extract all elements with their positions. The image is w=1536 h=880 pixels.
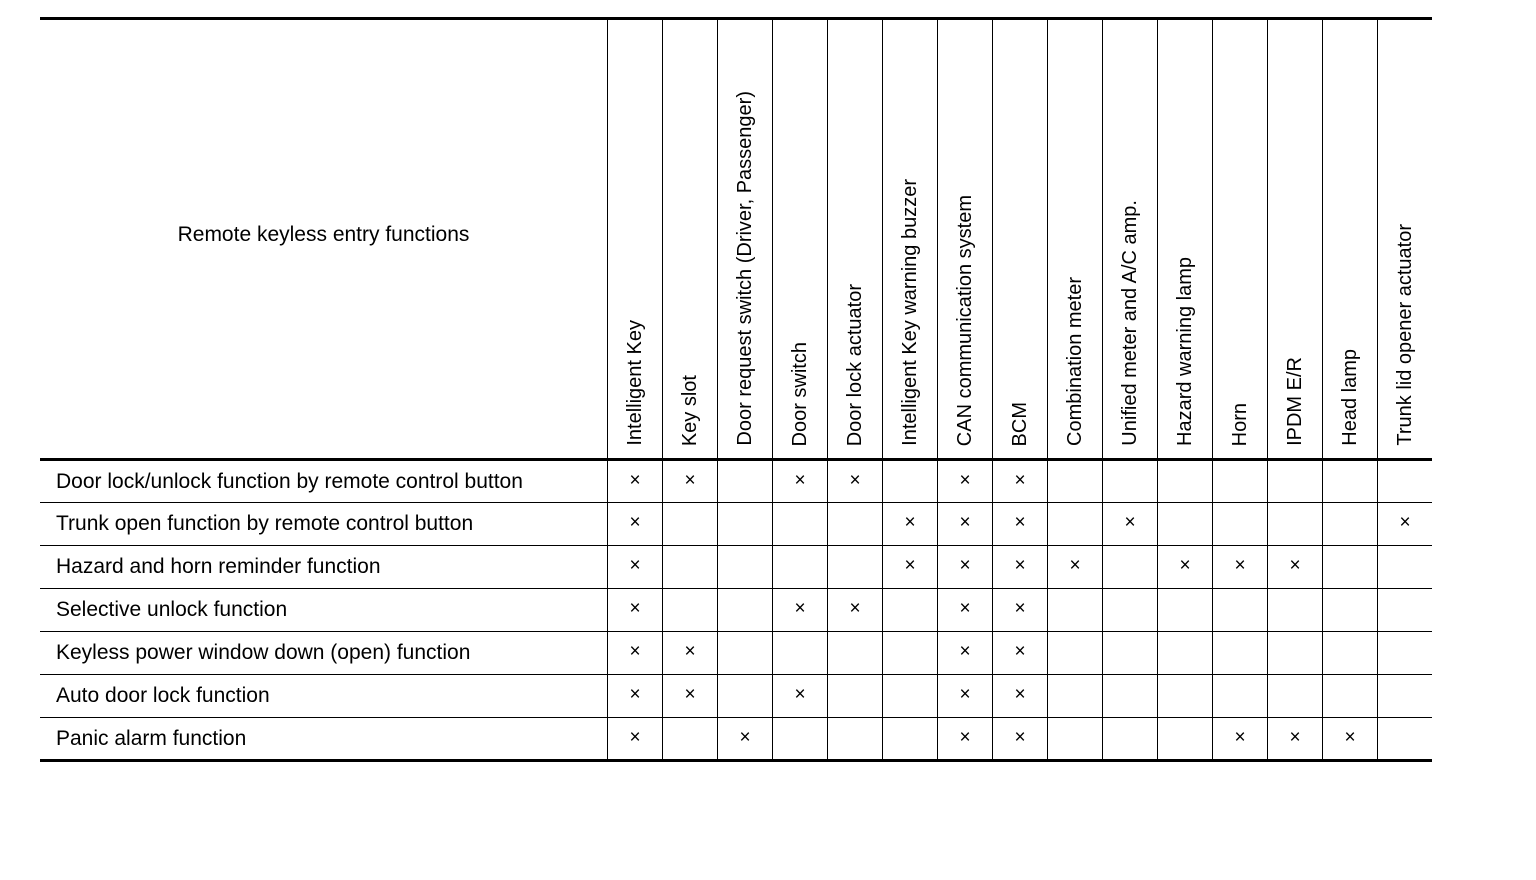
row-label: Hazard and horn reminder function	[40, 546, 608, 589]
table-cell	[1268, 546, 1323, 589]
table-cell	[663, 589, 718, 632]
table-cell	[773, 503, 828, 546]
column-header-door-lock-actuator: Door lock actuator	[828, 19, 883, 460]
column-header-trunk-actuator: Trunk lid opener actuator	[1378, 19, 1433, 460]
check-mark: ×	[1014, 684, 1026, 705]
check-mark: ×	[959, 641, 971, 662]
table-cell	[883, 503, 938, 546]
check-mark: ×	[629, 684, 641, 705]
check-mark: ×	[629, 641, 641, 662]
function-component-table	[40, 17, 1432, 762]
table-cell	[1048, 675, 1103, 718]
check-mark: ×	[794, 684, 806, 705]
table-cell	[993, 546, 1048, 589]
table-cell	[718, 460, 773, 503]
table-cell	[1323, 460, 1378, 503]
table-cell	[1323, 632, 1378, 675]
column-header-unified-meter: Unified meter and A/C amp.	[1103, 19, 1158, 460]
table-cell	[883, 675, 938, 718]
table-cell	[773, 675, 828, 718]
table-cell	[608, 632, 663, 675]
check-mark: ×	[1399, 512, 1411, 533]
table-cell	[1048, 503, 1103, 546]
column-header-door-request-switch: Door request switch (Driver, Passenger)	[718, 19, 773, 460]
check-mark: ×	[629, 726, 641, 748]
table-cell	[1268, 589, 1323, 632]
table-cell	[993, 718, 1048, 761]
table-cell	[883, 460, 938, 503]
table-cell	[993, 460, 1048, 503]
table-cell	[828, 589, 883, 632]
check-mark: ×	[959, 598, 971, 619]
table-cell	[718, 589, 773, 632]
table-cell	[1268, 632, 1323, 675]
table-cell	[938, 589, 993, 632]
check-mark: ×	[1234, 726, 1246, 748]
table-cell	[1213, 546, 1268, 589]
check-mark: ×	[1069, 555, 1081, 576]
table-cell	[828, 718, 883, 761]
row-label: Panic alarm function	[40, 718, 608, 761]
check-mark: ×	[1179, 555, 1191, 576]
check-mark: ×	[1014, 598, 1026, 619]
check-mark: ×	[794, 598, 806, 619]
column-header-door-switch: Door switch	[773, 19, 828, 460]
table-cell	[993, 675, 1048, 718]
check-mark: ×	[1014, 469, 1026, 491]
check-mark: ×	[794, 469, 806, 491]
check-mark: ×	[629, 469, 641, 491]
table-cell	[773, 718, 828, 761]
table-title-text: Remote keyless entry functions	[177, 223, 470, 246]
table-cell	[608, 589, 663, 632]
table-row	[40, 589, 1432, 632]
table-cell	[993, 503, 1048, 546]
table-cell	[1158, 546, 1213, 589]
table-cell	[883, 632, 938, 675]
table-cell	[608, 460, 663, 503]
table-cell	[828, 675, 883, 718]
table-cell	[1103, 503, 1158, 546]
table-title	[40, 19, 608, 460]
check-mark: ×	[959, 684, 971, 705]
table-cell	[1213, 632, 1268, 675]
table-cell	[663, 632, 718, 675]
check-mark: ×	[629, 598, 641, 619]
table-row	[40, 503, 1432, 546]
table-cell	[1213, 589, 1268, 632]
table-cell	[718, 503, 773, 546]
check-mark: ×	[684, 469, 696, 491]
table-cell	[1323, 675, 1378, 718]
table-cell	[773, 546, 828, 589]
check-mark: ×	[1289, 555, 1301, 576]
check-mark: ×	[959, 512, 971, 533]
check-mark: ×	[1344, 726, 1356, 748]
table-cell	[828, 632, 883, 675]
table-cell	[883, 546, 938, 589]
table-cell	[718, 632, 773, 675]
table-cell	[663, 675, 718, 718]
table-cell	[663, 503, 718, 546]
column-header-ipdm: IPDM E/R	[1268, 19, 1323, 460]
check-mark: ×	[684, 684, 696, 705]
table-cell	[1213, 718, 1268, 761]
table-cell	[1268, 675, 1323, 718]
column-header-head-lamp: Head lamp	[1323, 19, 1378, 460]
column-header-can-system: CAN communication system	[938, 19, 993, 460]
check-mark: ×	[849, 469, 861, 491]
row-label: Door lock/unlock function by remote control button	[40, 460, 608, 503]
table-cell	[663, 460, 718, 503]
check-mark: ×	[849, 598, 861, 619]
row-label: Selective unlock function	[40, 589, 608, 632]
table-cell	[1378, 632, 1433, 675]
column-header-intelligent-key: Intelligent Key	[608, 19, 663, 460]
table-cell	[1048, 460, 1103, 503]
table-cell	[828, 460, 883, 503]
check-mark: ×	[959, 726, 971, 748]
table-cell	[773, 632, 828, 675]
table-cell	[1268, 718, 1323, 761]
table-cell	[1323, 589, 1378, 632]
table-cell	[1103, 632, 1158, 675]
check-mark: ×	[1014, 555, 1026, 576]
table-cell	[1323, 546, 1378, 589]
table-cell	[608, 503, 663, 546]
check-mark: ×	[904, 555, 916, 576]
check-mark: ×	[629, 555, 641, 576]
table-cell	[1158, 632, 1213, 675]
table-cell	[1213, 460, 1268, 503]
column-header-bcm: BCM	[993, 19, 1048, 460]
table-cell	[1378, 503, 1433, 546]
table-cell	[1158, 503, 1213, 546]
check-mark: ×	[1124, 512, 1136, 533]
table-cell	[993, 589, 1048, 632]
row-label: Keyless power window down (open) function	[40, 632, 608, 675]
column-header-hazard-lamp: Hazard warning lamp	[1158, 19, 1213, 460]
table-cell	[1048, 718, 1103, 761]
table-cell	[608, 546, 663, 589]
table-cell	[828, 503, 883, 546]
column-header-combination-meter: Combination meter	[1048, 19, 1103, 460]
table-cell	[773, 460, 828, 503]
table-cell	[1103, 675, 1158, 718]
column-header-key-slot: Key slot	[663, 19, 718, 460]
table-cell	[1378, 546, 1433, 589]
table-cell	[993, 632, 1048, 675]
table-cell	[608, 718, 663, 761]
table-cell	[1323, 503, 1378, 546]
check-mark: ×	[1234, 555, 1246, 576]
table-cell	[1103, 460, 1158, 503]
table-cell	[1323, 718, 1378, 761]
table-cell	[1213, 503, 1268, 546]
check-mark: ×	[904, 512, 916, 533]
table-body	[40, 460, 1432, 761]
table-cell	[1103, 546, 1158, 589]
check-mark: ×	[959, 555, 971, 576]
table-cell	[1103, 718, 1158, 761]
table-cell	[1213, 675, 1268, 718]
table-cell	[718, 546, 773, 589]
table-cell	[1103, 589, 1158, 632]
check-mark: ×	[1014, 641, 1026, 662]
table-cell	[663, 718, 718, 761]
table-cell	[938, 675, 993, 718]
header-row	[40, 19, 1432, 460]
table-cell	[938, 632, 993, 675]
column-header-horn: Horn	[1213, 19, 1268, 460]
table-cell	[608, 675, 663, 718]
table-cell	[1048, 546, 1103, 589]
table-cell	[773, 589, 828, 632]
check-mark: ×	[684, 641, 696, 662]
check-mark: ×	[629, 512, 641, 533]
table-cell	[938, 718, 993, 761]
table-cell	[1268, 460, 1323, 503]
table-cell	[1158, 718, 1213, 761]
table-row	[40, 675, 1432, 718]
check-mark: ×	[1014, 726, 1026, 748]
table-cell	[1378, 675, 1433, 718]
row-label: Auto door lock function	[40, 675, 608, 718]
table-cell	[1268, 503, 1323, 546]
table-row	[40, 632, 1432, 675]
table-row	[40, 546, 1432, 589]
check-mark: ×	[959, 469, 971, 491]
table-cell	[1378, 589, 1433, 632]
column-header-warning-buzzer: Intelligent Key warning buzzer	[883, 19, 938, 460]
table-cell	[1378, 718, 1433, 761]
table-cell	[1158, 460, 1213, 503]
table-cell	[718, 675, 773, 718]
table-cell	[1158, 675, 1213, 718]
check-mark: ×	[1014, 512, 1026, 533]
table-cell	[883, 589, 938, 632]
table-cell	[938, 503, 993, 546]
check-mark: ×	[739, 726, 751, 748]
table-cell	[663, 546, 718, 589]
table-cell	[828, 546, 883, 589]
table-cell	[1048, 589, 1103, 632]
table-row	[40, 718, 1432, 761]
table-cell	[938, 460, 993, 503]
row-label: Trunk open function by remote control button	[40, 503, 608, 546]
table-cell	[718, 718, 773, 761]
check-mark: ×	[1289, 726, 1301, 748]
table-row	[40, 460, 1432, 503]
table-cell	[938, 546, 993, 589]
table-cell	[1378, 460, 1433, 503]
table-cell	[1048, 632, 1103, 675]
table-cell	[1158, 589, 1213, 632]
table-cell	[883, 718, 938, 761]
